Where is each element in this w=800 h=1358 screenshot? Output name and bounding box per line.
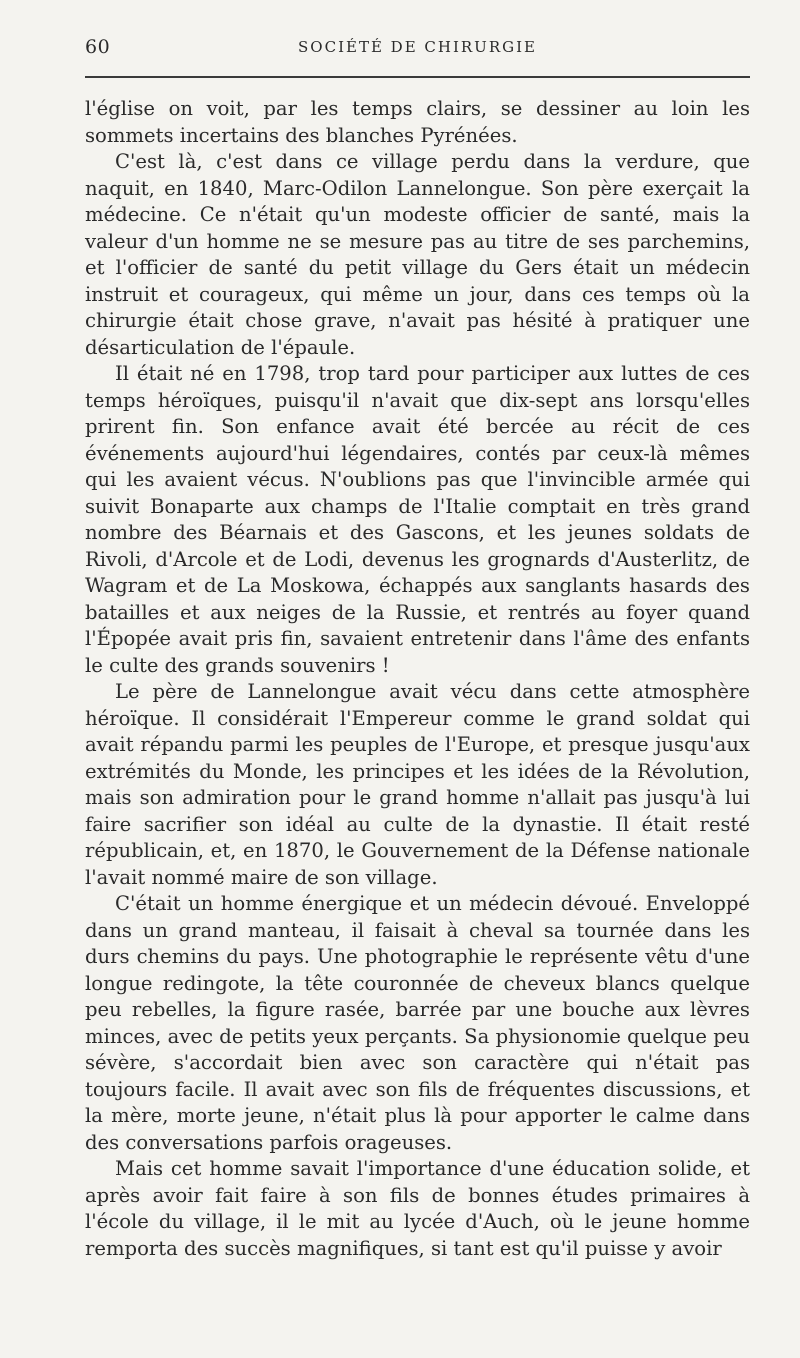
paragraph: Le père de Lannelongue avait vécu dans cette atmosphère héroïque. Il considérait l'Empereur comme le grand soldat qui avait répandu parmi les peuples de l'Europe, et presque jusqu'aux extrémités du Monde, les principes et les idées de la Révolution, mais son admiration pour le grand homme n'allait pas jusqu'à lui faire sacrifier son idéal au culte de la dynastie. Il était resté républicain, et, en 1870, le Gouvernement de la Défense nationale l'avait nommé maire de son village. [85, 680, 750, 889]
paragraph: C'est là, c'est dans ce village perdu dans la verdure, que naquit, en 1840, Marc-Odilon Lannelongue. Son père exerçait la médecine. Ce n'était qu'un modeste officier de santé, mais la valeur d'un homme ne se mesure pas au titre de ses parchemins, et l'officier de santé du petit village du Gers était un médecin instruit et courageux, qui même un jour, dans ces temps où la chirurgie était chose grave, n'avait pas hésité à pratiquer une désarticulation de l'épaule. [85, 150, 750, 359]
paragraph: C'était un homme énergique et un médecin dévoué. Enveloppé dans un grand manteau, il faisait à cheval sa tournée dans les durs chemins du pays. Une photographie le représente vêtu d'une longue redingote, la tête couronnée de cheveux blancs quelque peu rebelles, la figure rasée, barrée par une bouche aux lèvres minces, avec de petits yeux perçants. Sa physionomie quelque peu sévère, s'accordait bien avec son caractère qui n'était pas toujours facile. Il avait avec son fils de fréquentes discussions, et la mère, morte jeune, n'était plus là pour apporter le calme dans des conversations parfois orageuses. [85, 892, 750, 1154]
paragraph: Mais cet homme savait l'importance d'une éducation solide, et après avoir fait faire à son fils de bonnes études primaires à l'école du village, il le mit au lycée d'Auch, où le jeune homme remporta des succès magnifiques, si tant est qu'il puisse y avoir [85, 1157, 750, 1260]
header-rule [85, 76, 750, 78]
paragraph: l'église on voit, par les temps clairs, se dessiner au loin les sommets incertains des blanches Pyrénées. [85, 97, 750, 147]
body-text [85, 78, 750, 1262]
page-header [85, 0, 750, 78]
paragraph: Il était né en 1798, trop tard pour participer aux luttes de ces temps héroïques, puisqu'il n'avait que dix-sept ans lorsqu'elles prirent fin. Son enfance avait été bercée au récit de ces événements aujourd'hui légendaires, contés par ceux-là mêmes qui les avaient vécus. N'oublions pas que l'invincible armée qui suivit Bonaparte aux champs de l'Italie comptait en très grand nombre des Béarnais et des Gascons, et les jeunes soldats de Rivoli, d'Arcole et de Lodi, devenus les grognards d'Austerlitz, de Wagram et de La Moskowa, échappés aux sanglants hasards des batailles et aux neiges de la Russie, et rentrés au foyer quand l'Épopée avait pris fin, savaient entretenir dans l'âme des enfants le culte des grands souvenirs ! [85, 362, 750, 677]
page-number: 60 [85, 36, 111, 58]
running-title: SOCIÉTÉ DE CHIRURGIE [298, 38, 537, 56]
